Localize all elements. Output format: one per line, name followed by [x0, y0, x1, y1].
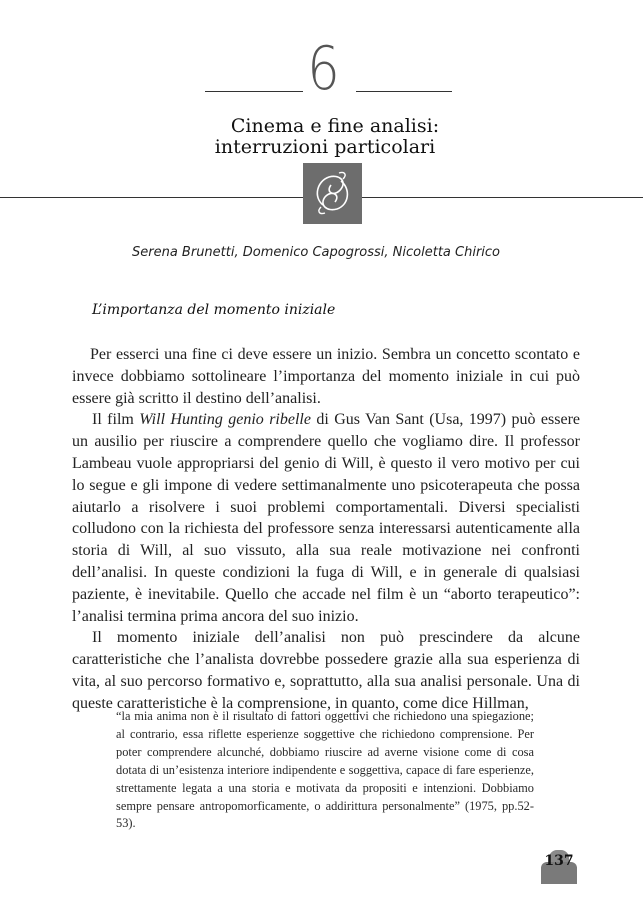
paragraph-2 [72, 409, 580, 627]
paragraph-2-rest: di Gus Van Sant (Usa, 1997) può essere un ausilio per riuscire a comprendere quello che vogliamo dire. Il professor Lambeau vuole appropriarsi del genio di Will, è questo il vero motivo per cui lo segue e gli impone di vedere settimanalmente uno psicoterapeuta che possa aiutarlo a risolvere i suoi problemi comportamentali. Diversi specialisti colludono con la richiesta del professore senza interessarsi autenticamente alla storia di Will, al suo vissuto, alla sua reale motivazione nei confronti dell’analisi. In queste condizioni la fuga di Will, e in generale di qualsiasi paziente, è inevitabile. Quello che accade nel film è un “aborto terapeutico”: l’analisi termina prima ancora del suo inizio. [72, 411, 581, 625]
knot-emblem-icon [303, 163, 362, 224]
paragraph-3: Il momento iniziale dell’analisi non può prescindere da alcune caratteristiche che l’analista dovrebbe possedere grazie alla sua esperienza di vita, al suo percorso formativo e, soprattutto, alla sua analisi personale. Una di queste caratteristiche è la comprensione, in quanto, come dice Hillman, [72, 629, 580, 712]
chapter-title-line-2: interruzioni particolari [214, 136, 436, 158]
page-number: 137 [544, 853, 574, 869]
chapter-number: 6 [307, 34, 339, 104]
chapter-title-line-1: Cinema e fine analisi: [230, 115, 440, 137]
section-heading: L’importanza del momento iniziale [92, 302, 336, 318]
chapter-number-line-left [205, 91, 303, 92]
chapter-number-line-right [356, 91, 452, 92]
film-title: Will Hunting genio ribelle [139, 411, 311, 429]
paragraph-1: Per esserci una fine ci deve essere un inizio. Sembra un concetto scontato e invece dobbiamo sottolineare l’importanza del momento iniziale in cui può essere già scritto il destino dell’analisi. [72, 346, 580, 407]
block-quote: “la mia anima non è il risultato di fattori oggettivi che richiedono una spiegazione; al contrario, essa riflette esperienze soggettive che richiedono comprensione. Per poter comprendere alcunché, dobbiamo riuscire ad averne visione come di cosa dotata di un’esistenza interiore indipendente e soggettiva, capace di fare esperienze, strettamente legata a una storia e motivata da propositi e intenzioni. Dobbiamo sempre pensare antropomorficamente, o addirittura personalmente” (1975, pp.52-53). [116, 709, 534, 831]
body-text [72, 344, 580, 715]
chapter-authors: Serena Brunetti, Domenico Capogrossi, Nicoletta Chirico [132, 245, 500, 260]
paragraph-2-intro: Il film [92, 411, 140, 429]
